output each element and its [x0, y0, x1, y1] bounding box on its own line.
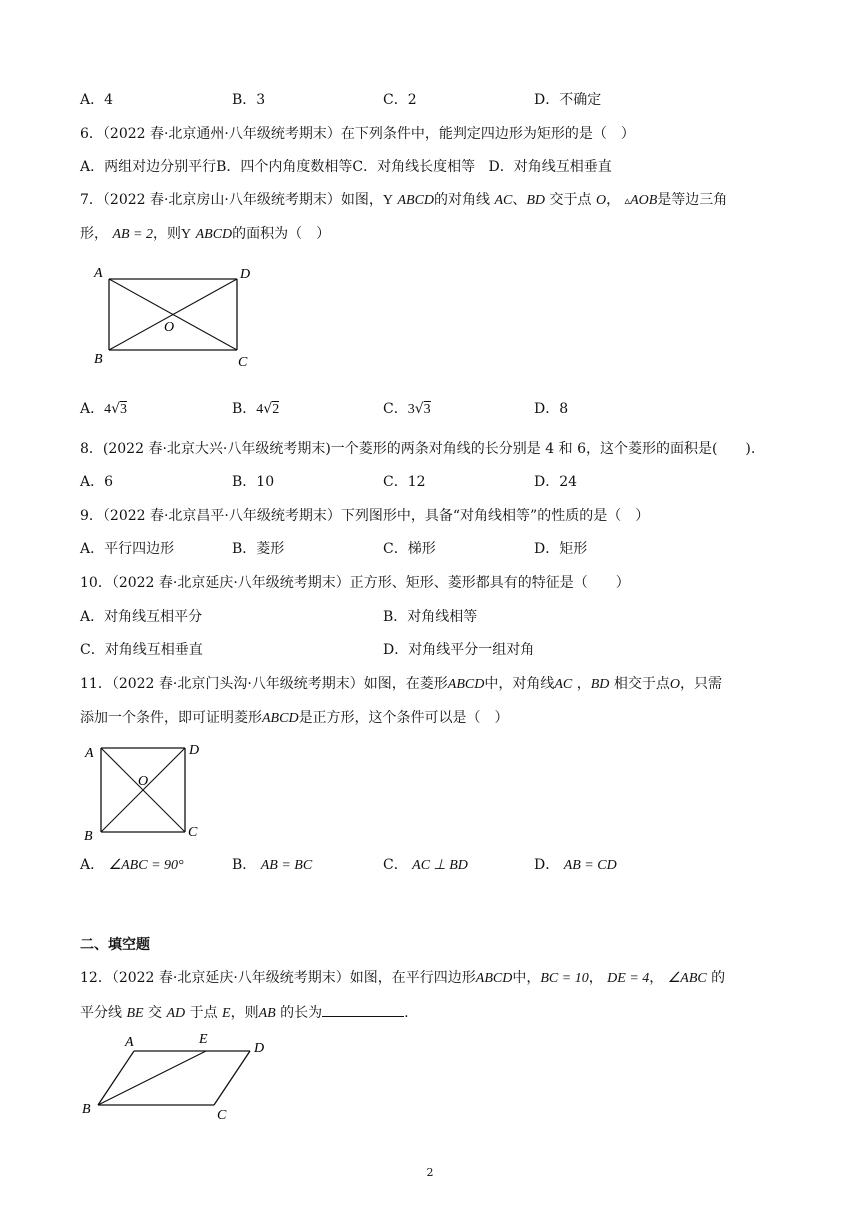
- coefficient: 4: [256, 402, 264, 417]
- q7-stem-line2: [80, 224, 330, 245]
- q6-option-d: D．对角线互相垂直: [488, 159, 612, 175]
- option-math: AC ⊥ BD: [412, 858, 468, 873]
- option-text: 8: [559, 401, 569, 417]
- q7-comma: ，: [606, 192, 621, 208]
- q7-ab-eq: AB = 2: [112, 227, 154, 242]
- q12-line2-mid2: 于点: [189, 1005, 218, 1021]
- q7-stem-prefix: 7．（2022 春·北京房山·八年级统考期末）如图，: [80, 192, 383, 208]
- q7-line2-mid: ，则: [153, 226, 182, 242]
- side-ab: [98, 1051, 134, 1105]
- label-o: O: [164, 320, 175, 335]
- option-math: ∠ABC = 90°: [108, 858, 184, 873]
- label-a: A: [125, 1035, 134, 1050]
- q7-figure-rectangle: [88, 262, 258, 372]
- label-d: D: [240, 267, 251, 282]
- label-c: C: [238, 355, 248, 370]
- q11-option-c: [383, 855, 468, 876]
- q9-option-a: A．平行四边形: [80, 541, 175, 557]
- q12-ab: AB: [258, 1006, 276, 1021]
- side-dc: [214, 1051, 250, 1105]
- option-letter: D．: [534, 857, 560, 873]
- q5-option-a: A．4: [80, 92, 114, 108]
- q7-abcd: ABCD: [397, 193, 435, 208]
- radicand: 2: [272, 402, 280, 417]
- q11-stem-line1: [80, 674, 722, 695]
- q11-o: O: [669, 677, 680, 692]
- label-c: C: [217, 1108, 227, 1120]
- q7-option-c: [383, 399, 431, 420]
- q11-line2-prefix: 添加一个条件，即可证明菱形: [80, 710, 262, 726]
- q11-abcd: ABCD: [447, 677, 485, 692]
- label-a: A: [85, 746, 94, 761]
- q12-angle: ∠ABC: [667, 971, 707, 986]
- q12-stem-mid1: 中，: [512, 970, 541, 986]
- triangle-symbol: ▵: [624, 194, 631, 207]
- label-a: A: [94, 266, 103, 281]
- q6-option-a: A．两组对边分别平行: [80, 159, 217, 175]
- answer-blank[interactable]: [322, 1002, 404, 1017]
- q12-stem-line1: [80, 968, 725, 989]
- q7-sep: 、: [512, 192, 527, 208]
- sqrt-sign: √: [111, 401, 121, 417]
- parallelogram-symbol: Y: [382, 193, 394, 208]
- q12-comma2: ，: [649, 970, 664, 986]
- q12-de-eq: DE = 4: [607, 971, 650, 986]
- q7-line2-prefix: 形，: [80, 226, 108, 242]
- q12-e: E: [222, 1006, 231, 1021]
- sqrt-sign: √: [414, 401, 424, 417]
- q12-line2-mid3: ，则: [230, 1005, 259, 1021]
- option-letter: A．: [80, 401, 105, 417]
- q11-bd: BD: [590, 677, 610, 692]
- option-letter: C．: [383, 857, 408, 873]
- q5-option-c: C．2: [383, 92, 417, 108]
- q7-stem-mid1: 的对角线: [434, 192, 491, 208]
- q11-stem-line2: [80, 708, 509, 729]
- q12-figure-parallelogram: [82, 1030, 278, 1120]
- q11-figure-square: [82, 740, 208, 846]
- q7-o: O: [595, 193, 607, 208]
- q9-stem: 9．（2022 春·北京昌平·八年级统考期末）下列图形中，具备“对角线相等”的性质的是（ ）: [80, 508, 650, 524]
- q12-abcd: ABCD: [475, 971, 513, 986]
- q10-stem: 10．（2022 春·北京延庆·八年级统考期末）正方形、矩形、菱形都具有的特征是（ ）: [80, 575, 630, 591]
- option-letter: B．: [232, 401, 257, 417]
- q5-option-d: D．不确定: [534, 92, 602, 108]
- q11-stem-prefix: 11．（2022 春·北京门头沟·八年级统考期末）如图，在菱形: [80, 676, 448, 692]
- q11-stem-mid1: 中，对角线: [484, 676, 555, 692]
- q7-abcd: ABCD: [195, 227, 233, 242]
- q7-line2-end: 的面积为（ ）: [232, 226, 331, 242]
- q7-option-d: [534, 399, 568, 419]
- q12-ad: AD: [166, 1006, 186, 1021]
- q5-option-b: B．3: [232, 92, 266, 108]
- q11-comma: ，: [576, 676, 591, 692]
- q7-option-b: [232, 399, 279, 420]
- option-letter: C．: [383, 401, 408, 417]
- q11-ac: AC: [554, 677, 573, 692]
- label-c: C: [188, 825, 198, 840]
- option-letter: A．: [80, 857, 105, 873]
- q12-stem-prefix: 12．（2022 春·北京延庆·八年级统考期末）如图，在平行四边形: [80, 970, 476, 986]
- option-math: AB = CD: [563, 858, 617, 873]
- q11-abcd: ABCD: [262, 711, 299, 726]
- coefficient: 4: [104, 402, 112, 417]
- q12-bc-eq: BC = 10: [540, 971, 589, 986]
- page-number: 2: [426, 1166, 434, 1179]
- label-o: O: [138, 774, 149, 789]
- q12-comma: ，: [588, 970, 603, 986]
- q6-stem: 6．（2022 春·北京通州·八年级统考期末）在下列条件中，能判定四边形为矩形的是（ ）: [80, 126, 635, 142]
- q11-stem-end: ，只需: [679, 676, 722, 692]
- q9-option-b: B．菱形: [232, 541, 285, 557]
- label-d: D: [254, 1041, 265, 1056]
- q10-option-b: B．对角线相等: [383, 609, 478, 625]
- q12-stem-end: 的: [711, 970, 726, 986]
- q11-option-a: [80, 855, 184, 876]
- q8-option-b: B．10: [232, 474, 275, 490]
- q8-option-c: C．12: [383, 474, 426, 490]
- q9-option-c: C．梯形: [383, 541, 436, 557]
- q7-option-a: [80, 399, 127, 420]
- label-b: B: [84, 829, 93, 844]
- q11-option-d: [534, 855, 617, 876]
- q7-stem-end1: 是等边三角: [657, 192, 728, 208]
- q6-option-b: B．四个内角度数相等: [216, 159, 353, 175]
- label-b: B: [82, 1102, 91, 1117]
- q11-line2-end: 是正方形，这个条件可以是（ ）: [298, 710, 509, 726]
- q11-option-b: [232, 855, 312, 876]
- label-b: B: [94, 352, 103, 367]
- option-letter: D．: [534, 401, 560, 417]
- sqrt-sign: √: [263, 401, 273, 417]
- coefficient: 3: [407, 402, 415, 417]
- q12-line2-end: 的长为: [280, 1005, 323, 1021]
- q12-be: BE: [126, 1006, 144, 1021]
- option-letter: B．: [232, 857, 257, 873]
- radicand: 3: [423, 402, 431, 417]
- q7-ac: AC: [494, 193, 513, 208]
- section-heading-fill-in: 二、填空题: [80, 937, 150, 953]
- q8-option-a: A．6: [80, 474, 114, 490]
- q10-option-c: C．对角线互相垂直: [80, 642, 203, 658]
- q7-aob: AOB: [630, 193, 658, 208]
- q7-stem-line1: [80, 190, 727, 211]
- label-d: D: [189, 743, 200, 758]
- q7-stem-mid2: 交于点: [549, 192, 592, 208]
- parallelogram-symbol: Y: [181, 227, 192, 242]
- q11-stem-mid2: 相交于点: [613, 676, 670, 692]
- q8-option-d: D．24: [534, 474, 578, 490]
- bisector-be: [98, 1051, 206, 1105]
- q10-option-a: A．对角线互相平分: [80, 609, 203, 625]
- q8-stem: 8．(2022 春·北京大兴·八年级统考期末)一个菱形的两条对角线的长分别是 4 和 6，这个菱形的面积是( ).: [80, 441, 756, 457]
- q10-option-d: D．对角线平分一组对角: [383, 642, 535, 658]
- q12-line2-prefix: 平分线: [80, 1005, 122, 1021]
- radicand: 3: [120, 402, 128, 417]
- q6-options: [80, 157, 612, 177]
- option-math: AB = BC: [260, 858, 313, 873]
- q9-option-d: D．矩形: [534, 541, 588, 557]
- q6-option-c: C．对角线长度相等: [352, 159, 476, 175]
- q7-bd: BD: [526, 193, 546, 208]
- q12-stem-line2: [80, 1002, 409, 1024]
- label-e: E: [199, 1032, 208, 1047]
- q12-line2-mid1: 交: [148, 1005, 163, 1021]
- q12-period: .: [404, 1005, 409, 1021]
